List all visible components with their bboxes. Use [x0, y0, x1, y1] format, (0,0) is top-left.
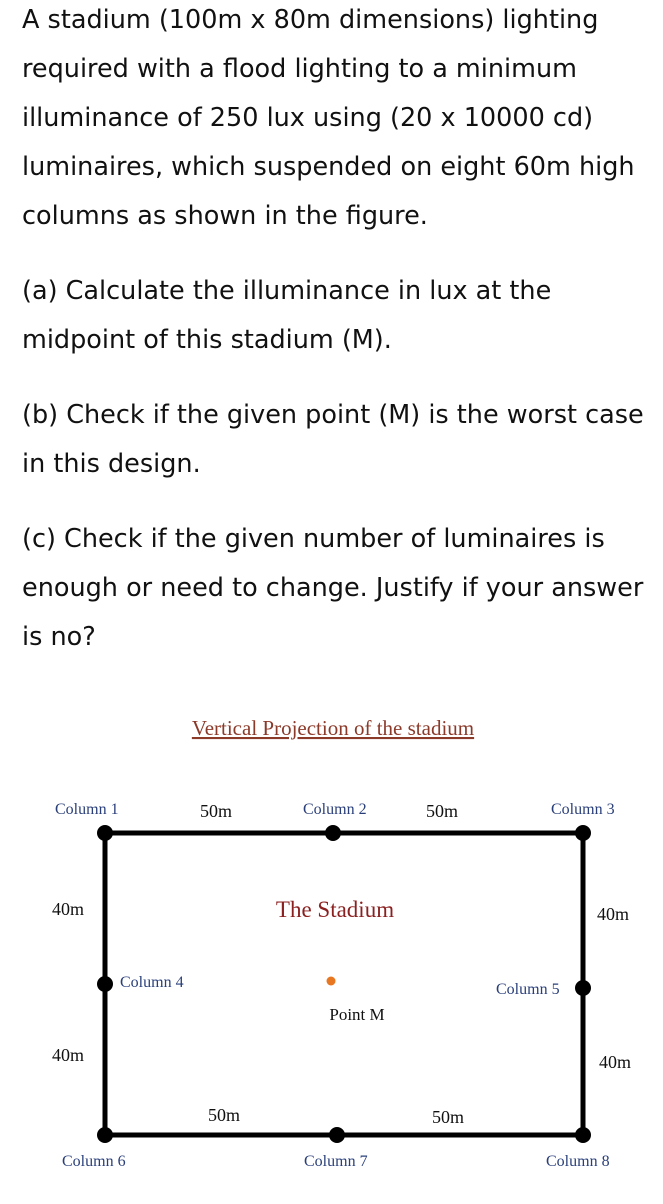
dim-right-lower: 40m: [599, 1052, 632, 1072]
column-4-marker: [97, 976, 113, 992]
column-1-marker: [97, 825, 113, 841]
point-m-label: Point M: [329, 1005, 385, 1024]
problem-statement: [22, 0, 652, 662]
dim-right-upper: 40m: [597, 904, 630, 924]
point-m-marker: [327, 977, 336, 986]
column-3-marker: [575, 825, 591, 841]
column-7-marker: [329, 1127, 345, 1143]
column-8-marker: [575, 1127, 591, 1143]
column-5-label: Column 5: [496, 981, 560, 998]
question-a: (a) Calculate the illuminance in lux at the midpoint of this stadium (M).: [22, 276, 552, 355]
column-4-label: Column 4: [120, 974, 184, 991]
column-2-marker: [325, 825, 341, 841]
problem-intro: A stadium (100m x 80m dimensions) lighting required with a flood lighting to a minimum illuminance of 250 lux using (20 x 10000 cd) luminaires, which suspended on eight 60m high columns as shown in the figure.: [22, 5, 635, 231]
column-7-label: Column 7: [304, 1153, 368, 1170]
column-8-label: Column 8: [546, 1153, 610, 1170]
dim-bottom-left: 50m: [208, 1105, 241, 1125]
dim-top-right: 50m: [426, 801, 459, 821]
column-6-label: Column 6: [62, 1153, 126, 1170]
question-b: (b) Check if the given point (M) is the worst case in this design.: [22, 400, 644, 479]
dim-bottom-right: 50m: [432, 1107, 465, 1127]
question-c: (c) Check if the given number of luminaires is enough or need to change. Justify if your answer is no?: [22, 524, 644, 652]
column-2-label: Column 2: [303, 801, 367, 818]
column-6-marker: [97, 1127, 113, 1143]
dim-top-left: 50m: [200, 801, 233, 821]
dim-left-upper: 40m: [52, 899, 85, 919]
column-5-marker: [575, 980, 591, 996]
dim-left-lower: 40m: [52, 1045, 85, 1065]
stadium-label: The Stadium: [275, 897, 395, 922]
column-3-label: Column 3: [551, 801, 615, 818]
column-1-label: Column 1: [55, 801, 119, 818]
stadium-figure: [0, 690, 663, 1204]
figure-title: Vertical Projection of the stadium: [191, 716, 475, 740]
